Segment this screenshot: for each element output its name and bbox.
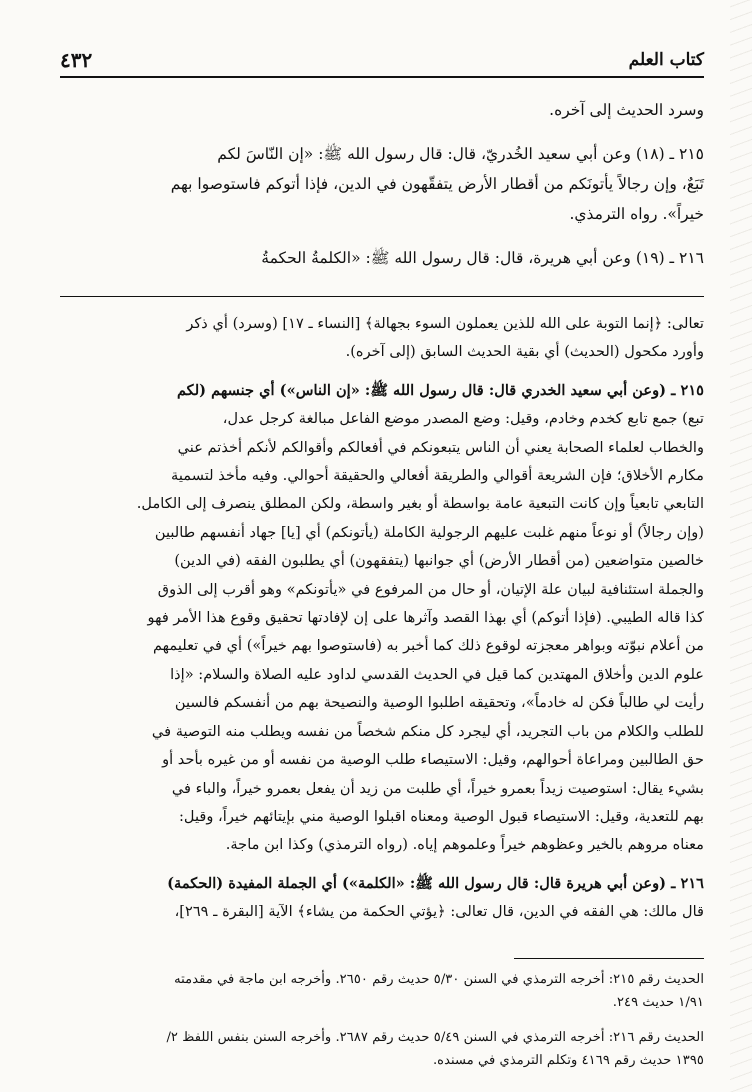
section-divider [60, 296, 704, 297]
footnote-line: الحديث رقم ٢١٥: أخرجه الترمذي في السنن ٥/٣٠ حديث رقم ٢٦٥٠. وأخرجه ابن ماجة في مقدمته [174, 972, 704, 987]
text-line: معناه مروهم بالخير وعظوهم خيراً وعلموهم إياه. (رواه الترمذي) وكذا ابن ماجة. [225, 836, 704, 854]
text-line: تبع) جمع تابع كخدم وخادم، وقيل: وضع المصدر موضع الفاعل مبالغة كرجل عدل، [222, 410, 704, 428]
text-line: من أعلام نبوّته وبواهر معجزته لوقوع ذلك كما أخبر به (فاستوصوا بهم خيراً») أي في تعليمهم [152, 637, 704, 655]
book-title: كتاب العلم [628, 50, 704, 70]
footnote-216 [60, 1026, 704, 1072]
footnote-line: الحديث رقم ٢١٦: أخرجه الترمذي في السنن ٥/٤٩ حديث رقم ٢٦٨٧. وأخرجه السنن بنفس اللفظ ٢/ [166, 1030, 704, 1045]
text-line: تَبَعٌ، وإن رجالاً يأتونَكم من أقطار الأرض يتفقّهون في الدين، فإذا أتوكم فاستوصوا بهم [170, 175, 704, 193]
footnote-divider [514, 958, 704, 959]
commentary-216-heading: ٢١٦ ـ (وعن أبي هريرة قال: قال رسول الله ﷺ: «الكلمة») أي الجملة المفيدة (الحكمة) [167, 874, 704, 892]
text-line: خالصين متواضعين (من أقطار الأرض) أي جوانبها (يتفقهون) أي يطلبون الفقه (في الدين) [174, 552, 704, 570]
hadith-215: ٢١٥ ـ (١٨) وعن أبي سعيد الخُدريّ، قال: قال رسول الله ﷺ: «إن النّاسَ لكم [217, 145, 704, 163]
text-line: وأورد مكحول (الحديث) أي بقية الحديث السابق (إلى آخره). [345, 343, 704, 361]
page-number: ٤٣٢ [60, 48, 93, 72]
text-line: مكارم الأخلاق؛ فإن الشريعة أقوالي والطريقة أفعالي والحقيقة أحوالي. وفيه مأخذ لتسمية [171, 467, 704, 485]
text-line: قال مالك: هي الفقه في الدين، قال تعالى: ﴿يؤتي الحكمة من يشاء﴾ الآية [البقرة ـ ٢٦٩]، [174, 903, 704, 921]
hadith-216: ٢١٦ ـ (١٩) وعن أبي هريرة، قال: قال رسول الله ﷺ: «الكلمةُ الحكمةُ [261, 249, 704, 267]
footnotes [60, 968, 704, 1084]
text-line: رأيت لي طالباً فكن له خادماً»، وتحقيقه اطلبوا الوصية والنصيحة بهم من أنفسكم فالسين [174, 694, 704, 712]
commentary-215-heading: ٢١٥ ـ (وعن أبي سعيد الخدري قال: قال رسول الله ﷺ: «إن الناس») أي جنسهم (لكم [176, 381, 704, 399]
text-line: بهم للتعدية، وقيل: الاستيصاء قبول الوصية ومعناه اقبلوا الوصية مني بإيتائهم خيراً، وقيل: [179, 807, 704, 825]
text-line: (وإن رجالاً) أو نوعاً منهم غلبت عليهم الرجولية الكاملة (يأتونكم) أي [يا] جهاد أنفسهم طالبين [154, 523, 704, 541]
text-line: بشيء يقال: استوصيت زيداً بعمرو خيراً، أي طلبت من زيد أن يفعل بعمرو خيراً، والباء في [171, 779, 704, 797]
text-line: كذا قاله الطيبي. (فإذا أتوكم) أي بهذا القصد وآثرها على إن لإفادتها تحقيق وقوع هذا الأمر فهو [147, 609, 704, 627]
text-line: علوم الدين وأخلاق المهتدين كما قيل في الحديث القدسي لداود عليه الصلاة والسلام: «إذا [170, 665, 704, 683]
footnote-line: ١٣٩٥ حديث رقم ٤١٦٩ وتكلم الترمذي في مسنده. [432, 1053, 704, 1068]
text-line: خيراً». رواه الترمذي. [569, 205, 704, 223]
text-line: والجملة استئنافية لبيان علة الإتيان، أو حال من المرفوع في «يأتونكم» وهو أقرب إلى الذوق [157, 580, 704, 598]
text-line: والخطاب لعلماء الصحابة يعني أن الناس يتبعونكم في أفعالكم وأقوالكم لأنكم أخذتم عني [177, 438, 704, 456]
page-header [60, 42, 704, 78]
page-edge-decoration [730, 0, 752, 1092]
text-line: حق الطالبين ومراعاة أحوالهم، وقيل: الاستيصاء طلب الوصية من نفسه أو من غيره بأحد أو [162, 751, 704, 769]
footnote-line: ١/٩١ حديث ٢٤٩. [612, 995, 704, 1010]
text-line: تعالى: ﴿إنما التوبة على الله للذين يعملون السوء بجهالة﴾ [النساء ـ ١٧] (وسرد) أي ذكر [186, 315, 704, 332]
text-line: للطلب والكلام من باب التجريد، أي ليجرد كل منكم شخصاً من نفسه ويطلب منه التوصية في [151, 722, 704, 740]
hadith-text [60, 95, 704, 273]
text-line: التابعي تابعياً وإن كانت التبعية عامة بواسطة أو بغير واسطة، ولكن المطلق ينصرف إلى الكامل. [136, 495, 704, 513]
footnote-215 [60, 968, 704, 1014]
commentary [60, 310, 704, 927]
text-line: وسرد الحديث إلى آخره. [549, 101, 704, 119]
